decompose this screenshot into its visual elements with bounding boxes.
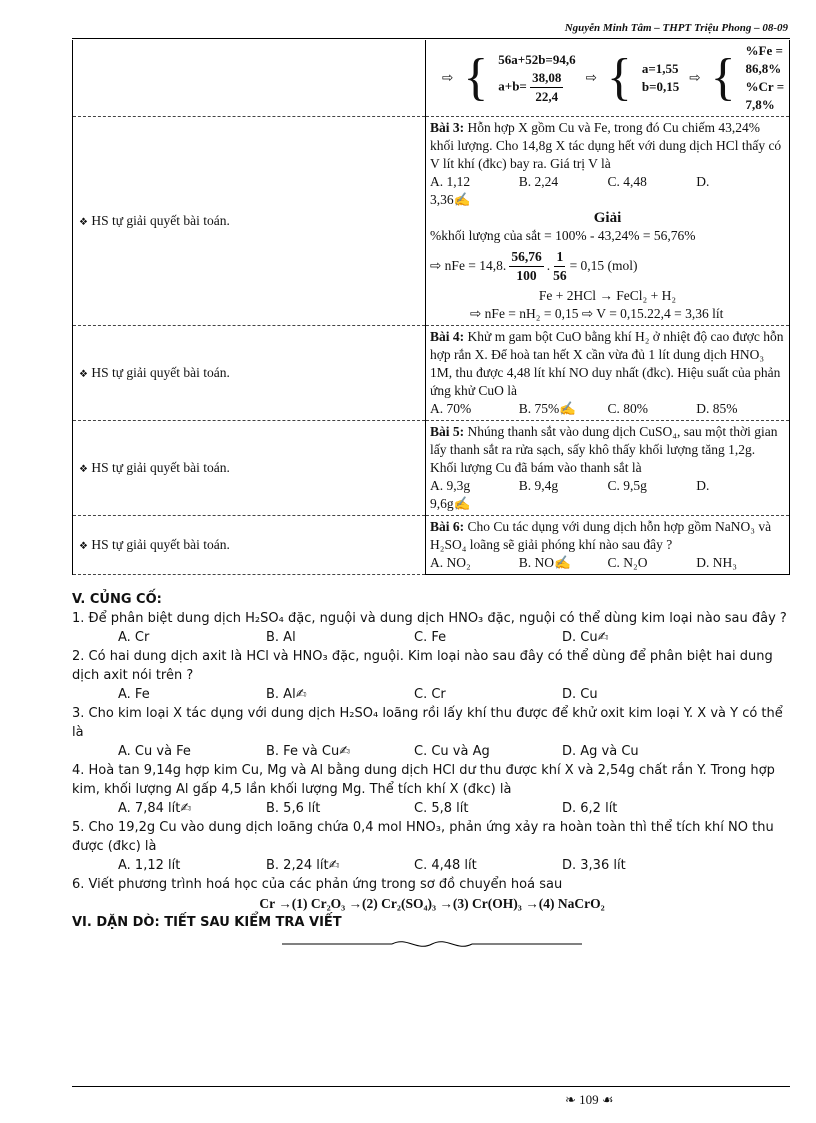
hs-label: HS tự giải quyết bài toán. bbox=[91, 460, 230, 475]
page-number: 109 bbox=[579, 1092, 599, 1107]
bai3-title: Bài 3: bbox=[430, 120, 465, 135]
eq2-numerator: 38,08 bbox=[530, 69, 563, 88]
diamond-bullet-icon: ❖ bbox=[79, 217, 88, 228]
bai6-option-c: C. N₂O bbox=[607, 555, 648, 570]
bai4-cell bbox=[426, 326, 790, 421]
ornament-right-icon: ☙ bbox=[601, 1092, 614, 1107]
bai4-option-d: D. 85% bbox=[696, 401, 738, 416]
solution-a: a=1,55 bbox=[641, 61, 679, 76]
diamond-bullet-icon: ❖ bbox=[79, 369, 88, 380]
q5-option-c: C. 4,48 lít bbox=[414, 858, 477, 873]
bai5-text: Nhúng thanh sắt vào dung dịch CuSO₄, sau một thời gian lấy thanh sắt ra rửa sạch, sấy khô thấy khối lượng tăng 1,2g. Khối lượng Cu đã bám vào thanh sắt là bbox=[430, 424, 778, 475]
dan-do-heading: VI. DẶN DÒ: bbox=[72, 915, 160, 930]
bai5-option-d-value: 9,6g bbox=[430, 496, 454, 511]
hs-label: HS tự giải quyết bài toán. bbox=[91, 365, 230, 380]
q4-option-d: D. 6,2 lít bbox=[562, 801, 618, 816]
q3-option-b: B. Fe và Cu bbox=[266, 744, 340, 759]
bai6-option-d: D. NH₃ bbox=[696, 555, 737, 570]
eq2-denominator: 22,4 bbox=[535, 88, 559, 104]
question-3: 3. Cho kim loại X tác dụng với dung dịch H₂SO₄ loãng rồi lấy khí thu được để khử oxit kim loại Y. X và Y có thể là bbox=[72, 706, 783, 740]
q2-option-c: C. Cr bbox=[414, 687, 446, 702]
page-number-wrapper bbox=[565, 1092, 614, 1108]
ornament-left-icon: ❧ bbox=[565, 1092, 576, 1107]
solution-b: b=0,15 bbox=[641, 79, 680, 94]
bai6-cell bbox=[426, 516, 790, 575]
cung-co-section bbox=[72, 590, 792, 958]
bai4-option-c: C. 80% bbox=[607, 401, 648, 416]
question-1: 1. Để phân biệt dung dịch H₂SO₄ đặc, nguội và dung dịch HNO₃ đặc, nguội có thể dùng kim loại nào sau đây ? bbox=[72, 611, 787, 626]
bai3-option-b: B. 2,24 bbox=[518, 174, 559, 189]
page-header: Nguyễn Minh Tâm – THPT Triệu Phong – 08-09 bbox=[564, 22, 788, 34]
diamond-bullet-icon: ❖ bbox=[79, 464, 88, 475]
answer-mark-icon: ✍ bbox=[453, 192, 471, 207]
bai6-title: Bài 6: bbox=[430, 519, 465, 534]
q1-option-c: C. Fe bbox=[414, 630, 447, 645]
lesson-table bbox=[72, 40, 790, 575]
diamond-bullet-icon: ❖ bbox=[79, 541, 88, 552]
bai4-option-a: A. 70% bbox=[430, 401, 472, 416]
q2-option-b: B. Al bbox=[266, 687, 296, 702]
q2-option-a: A. Fe bbox=[118, 687, 150, 702]
bai5-option-b: B. 9,4g bbox=[518, 478, 559, 493]
q1-option-a: A. Cr bbox=[118, 630, 150, 645]
question-6: 6. Viết phương trình hoá học của các phản ứng trong sơ đồ chuyển hoá sau bbox=[72, 877, 563, 892]
answer-mark-icon: ✍ bbox=[295, 687, 307, 702]
answer-mark-icon: ✍ bbox=[453, 496, 471, 511]
q1-option-b: B. Al bbox=[266, 630, 296, 645]
header-rule bbox=[72, 38, 790, 39]
hs-cell-bai6 bbox=[73, 516, 426, 575]
q3-option-d: D. Ag và Cu bbox=[562, 744, 639, 759]
q4-option-b: B. 5,6 lít bbox=[266, 801, 321, 816]
bai3-option-a: A. 1,12 bbox=[430, 174, 471, 189]
bai5-option-c: C. 9,5g bbox=[607, 478, 647, 493]
bai4-title: Bài 4: bbox=[430, 329, 465, 344]
bai4-text: Khử m gam bột CuO bằng khí H₂ ở nhiệt độ cao được hỗn hợp rắn X. Để hoà tan hết X cần vừa đủ 1 lít dung dịch HNO₃ 1M, thu được 4,48 lít khí NO duy nhất (đkc). Hiệu suất của phản ứng khử CuO là bbox=[430, 329, 784, 398]
frac2-numerator: 1 bbox=[554, 248, 565, 267]
giai-heading: Giải bbox=[593, 210, 622, 226]
question-4: 4. Hoà tan 9,14g hợp kim Cu, Mg và Al bằng dung dịch HCl dư thu được khí X và 2,54g chất rắn Y. Trong hợp kim, khối lượng Al gấp 4,5 lần khối lượng Mg. Thể tích khí X (đkc) là bbox=[72, 763, 775, 797]
frac1-denominator: 100 bbox=[516, 267, 537, 283]
conversion-scheme: Cr →(1) Cr₂O₃ →(2) Cr₂(SO₄)₃ →(3) Cr(OH)₃ →(4) NaCrO₂ bbox=[259, 896, 605, 911]
empty-cell bbox=[73, 40, 426, 117]
dan-do-text: TIẾT SAU KIỂM TRA VIẾT bbox=[164, 915, 342, 930]
ornament-divider bbox=[72, 936, 792, 958]
q2-option-d: D. Cu bbox=[562, 687, 598, 702]
answer-mark-icon: ✍ bbox=[554, 555, 571, 570]
percent-cr: %Cr = 7,8% bbox=[745, 79, 785, 112]
q3-option-a: A. Cu và Fe bbox=[118, 744, 191, 759]
equation-2-lhs: a+b= bbox=[498, 77, 527, 93]
bai6-option-a: A. NO₂ bbox=[430, 555, 471, 570]
system-solution-cell: ⇨ { 56a+52b=94,6 a+b= $\frac{38,08}{22,4}$ ⇨ { a=1,55 b=0,15 ⇨ { %Fe = 86,8% %Cr = 7,8% bbox=[426, 40, 790, 117]
bai3-line2-post: = 0,15 (mol) bbox=[569, 258, 638, 273]
hs-label: HS tự giải quyết bài toán. bbox=[91, 537, 230, 552]
frac2-denominator: 56 bbox=[553, 267, 567, 283]
bai3-text: Hỗn hợp X gồm Cu và Fe, trong đó Cu chiếm 43,24% khối lượng. Cho 14,8g X tác dụng hết với dung dịch HCl thấy có V lít khí (đkc) bay ra. Giá trị V là bbox=[430, 120, 782, 171]
bai3-line3: ⇨ nFe = nH₂ = 0,15 ⇨ V = 0,15.22,4 = 3,36 lít bbox=[470, 306, 724, 321]
q4-option-a: A. 7,84 lít bbox=[118, 801, 181, 816]
bai3-reaction: Fe + 2HCl → FeCl₂ + H₂ bbox=[538, 288, 677, 303]
question-2: 2. Có hai dung dịch axit là HCl và HNO₃ đặc, nguội. Kim loại nào sau đây có thể dùng để phân biệt hai dung dịch axit nói trên ? bbox=[72, 649, 773, 683]
bai3-line2-pre: ⇨ nFe = 14,8. bbox=[430, 258, 507, 273]
bai3-option-d-value: 3,36 bbox=[430, 192, 454, 207]
bai5-option-d: D. bbox=[696, 478, 710, 493]
equation-1: 56a+52b=94,6 bbox=[498, 51, 576, 67]
question-5: 5. Cho 19,2g Cu vào dung dịch loãng chứa 0,4 mol HNO₃, phản ứng xảy ra hoàn toàn thì thể tích khí NO thu được (đkc) là bbox=[72, 820, 774, 854]
footer-rule bbox=[72, 1086, 790, 1087]
q1-option-d: D. Cu bbox=[562, 630, 598, 645]
hs-label: HS tự giải quyết bài toán. bbox=[91, 213, 230, 228]
bai6-option-b: B. NO bbox=[518, 555, 555, 570]
bai3-cell: Bài 3: Hỗn hợp X gồm Cu và Fe, trong đó Cu chiếm 43,24% khối lượng. Cho 14,8g X tác dụng hết với dung dịch HCl thấy có V lít khí (đkc) bay ra. Giá trị V là A. 1,12 B. 2,24 C. 4,48 D. 3,36✍ Giải %khối lượng của sắt = 100% - 43,24% = 56,76% ⇨ nFe = 14,8. $\frac{56,76}{100}$ . $\frac{1}{56}$ = 0,15 (mol) Fe + 2HCl → FeCl₂ + H₂ ⇨ nFe = nH₂ = 0,15 ⇨ V = 0,15.22,4 = 3,36 lít bbox=[426, 117, 790, 326]
q5-option-d: D. 3,36 lít bbox=[562, 858, 626, 873]
bai5-cell bbox=[426, 421, 790, 516]
frac1-numerator: 56,76 bbox=[509, 248, 543, 267]
answer-mark-icon: ✍ bbox=[339, 744, 351, 759]
q3-option-c: C. Cu và Ag bbox=[414, 744, 490, 759]
q5-option-b: B. 2,24 lít bbox=[266, 858, 329, 873]
answer-mark-icon: ✍ bbox=[597, 630, 609, 645]
bai3-line1: %khối lượng của sắt = 100% - 43,24% = 56,76% bbox=[430, 228, 696, 243]
bai6-text: Cho Cu tác dụng với dung dịch hỗn hợp gồm NaNO₃ và H₂SO₄ loãng sẽ giải phóng khí nào sau đây ? bbox=[430, 519, 772, 552]
answer-mark-icon: ✍ bbox=[180, 801, 192, 816]
bai4-option-b: B. 75% bbox=[518, 401, 560, 416]
answer-mark-icon: ✍ bbox=[559, 401, 577, 416]
hs-cell-bai5 bbox=[73, 421, 426, 516]
answer-mark-icon: ✍ bbox=[328, 858, 340, 873]
hs-cell-bai4 bbox=[73, 326, 426, 421]
hs-cell-bai3 bbox=[73, 117, 426, 326]
cung-co-heading: V. CỦNG CỐ: bbox=[72, 592, 162, 607]
q4-option-c: C. 5,8 lít bbox=[414, 801, 469, 816]
bai5-option-a: A. 9,3g bbox=[430, 478, 471, 493]
q5-option-a: A. 1,12 lít bbox=[118, 858, 181, 873]
bai3-option-d: D. bbox=[696, 174, 710, 189]
bai3-option-c: C. 4,48 bbox=[607, 174, 647, 189]
bai5-title: Bài 5: bbox=[430, 424, 465, 439]
percent-fe: %Fe = 86,8% bbox=[745, 43, 783, 76]
